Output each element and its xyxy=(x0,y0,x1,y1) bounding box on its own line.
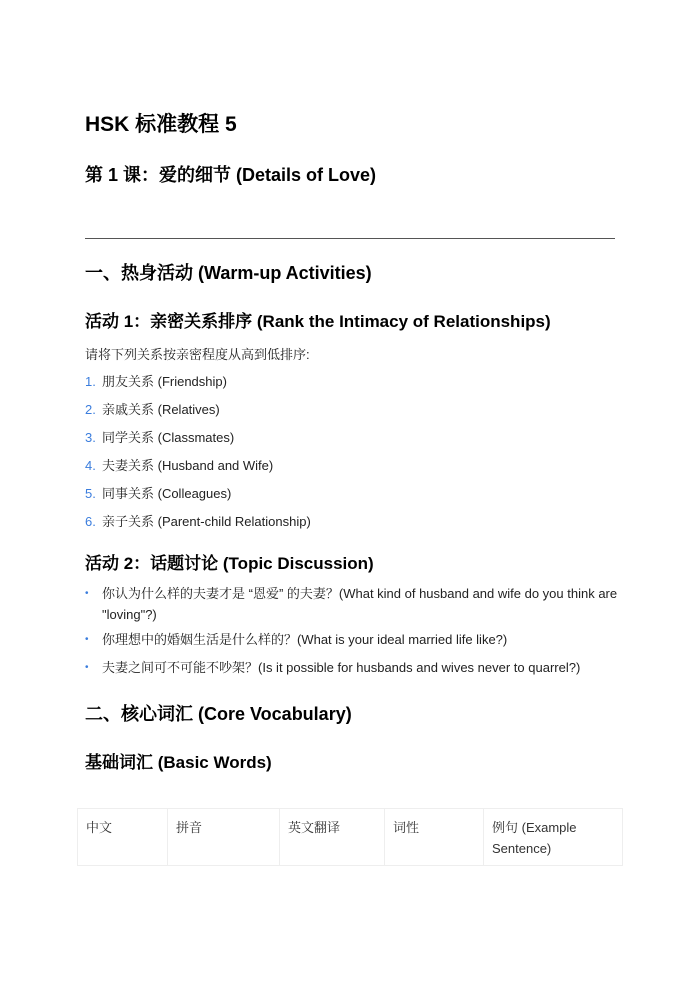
column-header-example: 例句 (Example Sentence) xyxy=(484,809,623,866)
list-item-text: 你认为什么样的夫妻才是 “恩爱” 的夫妻？(What kind of husband and wife do you think are "loving"?) xyxy=(102,586,618,622)
list-number: 4. xyxy=(85,458,96,473)
list-item xyxy=(85,629,625,650)
list-item xyxy=(85,657,625,678)
list-number: 2. xyxy=(85,402,96,417)
list-item-text: 同事关系 (Colleagues) xyxy=(102,486,232,501)
lesson-title: 第 1 课：爱的细节 (Details of Love) xyxy=(85,165,377,185)
basic-words-heading: 基础词汇 (Basic Words) xyxy=(85,753,272,772)
list-item xyxy=(85,399,220,418)
column-header-chinese: 中文 xyxy=(78,809,168,866)
list-item-text: 朋友关系 (Friendship) xyxy=(102,374,227,389)
list-item-text: 你理想中的婚姻生活是什么样的？(What is your ideal married life like?) xyxy=(102,632,508,647)
list-item xyxy=(85,455,273,474)
bullet-icon: • xyxy=(85,634,89,645)
column-header-english: 英文翻译 xyxy=(280,809,385,866)
column-header-part-of-speech: 词性 xyxy=(385,809,484,866)
list-item-text: 夫妻关系 (Husband and Wife) xyxy=(102,458,274,473)
activity-2-heading: 活动 2：话题讨论 (Topic Discussion) xyxy=(85,554,374,573)
bullet-icon: • xyxy=(85,588,89,599)
list-item-text: 亲子关系 (Parent-child Relationship) xyxy=(102,514,311,529)
vocabulary-table xyxy=(77,808,623,866)
activity-1-instruction: 请将下列关系按亲密程度从高到低排序: xyxy=(85,347,310,362)
column-header-pinyin: 拼音 xyxy=(168,809,280,866)
list-number: 3. xyxy=(85,430,96,445)
section-heading-warmup: 一、热身活动 (Warm-up Activities) xyxy=(85,263,372,283)
activity-1-heading: 活动 1：亲密关系排序 (Rank the Intimacy of Relationships) xyxy=(85,312,551,331)
list-item-text: 亲戚关系 (Relatives) xyxy=(102,402,220,417)
list-item-text: 夫妻之间可不可能不吵架？(Is it possible for husbands and wives never to quarrel?) xyxy=(102,660,581,675)
list-item xyxy=(85,427,234,446)
document-title: HSK 标准教程 5 xyxy=(85,113,237,136)
horizontal-rule xyxy=(85,238,615,239)
list-number: 1. xyxy=(85,374,96,389)
list-item xyxy=(85,511,311,530)
list-item xyxy=(85,371,227,390)
list-item-text: 同学关系 (Classmates) xyxy=(102,430,235,445)
table-header-row xyxy=(78,809,623,866)
list-number: 5. xyxy=(85,486,96,501)
bullet-icon: • xyxy=(85,662,89,673)
list-number: 6. xyxy=(85,514,96,529)
list-item xyxy=(85,583,625,625)
section-heading-vocabulary: 二、核心词汇 (Core Vocabulary) xyxy=(85,704,352,724)
list-item xyxy=(85,483,231,502)
